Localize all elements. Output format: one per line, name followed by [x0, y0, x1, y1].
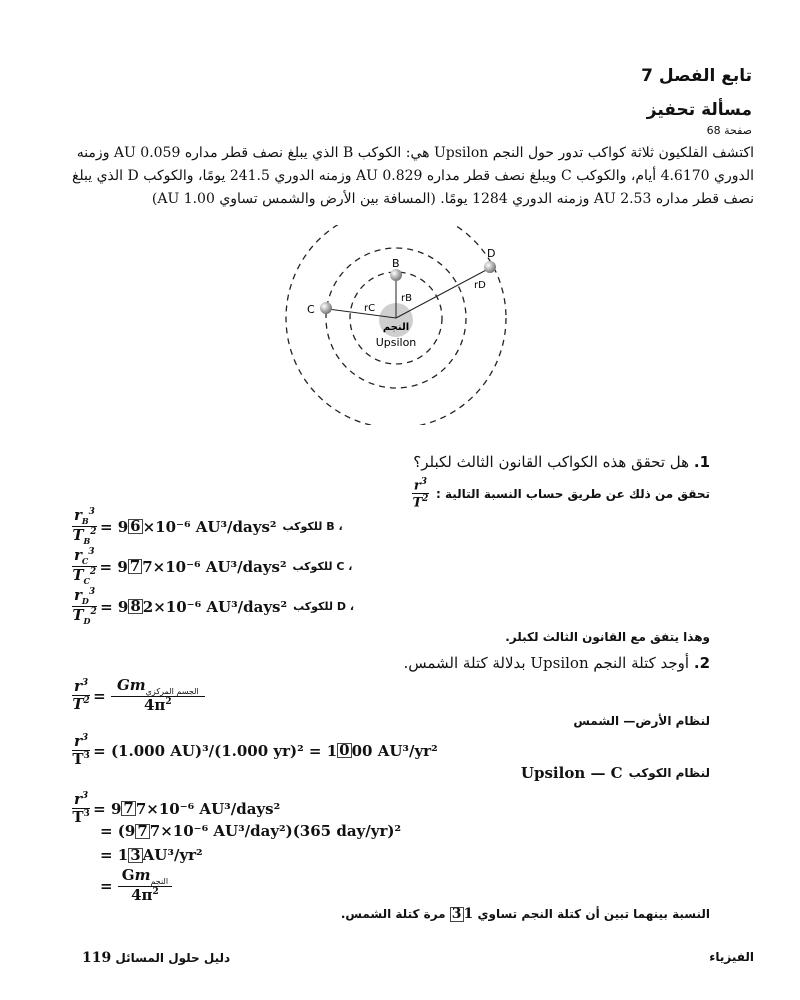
footer-left — [82, 950, 230, 966]
question-2-text: أوجد كتلة النجم Upsilon بدلالة كتلة الشمس. — [403, 654, 690, 672]
equation-kepler-general: $\frac{r^3}{T^2}$ = $\frac{Gm_{الجسم المركزي}}{4\pi^2}$ — [72, 678, 208, 713]
question-1-number: 1. — [693, 453, 710, 471]
planet-c — [320, 302, 332, 314]
footer-subject: الفيزياء — [709, 950, 754, 964]
orbit-diagram — [280, 225, 520, 425]
question-1 — [413, 453, 710, 471]
equation-earth-sun: $\frac{r^3}{T^3}$ = (1.000 AU)³/(1.000 yr)² = 1 0 00 AU³/yr² — [72, 732, 438, 768]
equation-c-line2: = (9 7 7×10⁻⁶ AU³/day²)(365 day/yr)² — [100, 821, 402, 840]
problem-statement: اكتشف الفلكيون ثلاثة كواكب تدور حول النجم Upsilon هي: الكوكب B الذي يبلغ نصف قطر مداره 0.059 AU وزمنه الدوري 4.6170 أيام، والكوكب C ويبلغ نصف قطر مداره 0.829 AU وزمنه الدوري 241.5 يومًا، والكوكب D الذي يبلغ نصف قطر مداره 2.53 AU وزمنه الدوري 1284 يومًا. (المسافة بين الأرض والشمس تساوي 1.00 AU) — [71, 145, 754, 207]
planet-b-label: للكوكب B ، — [282, 520, 343, 533]
equation-c-line1: $\frac{r^3}{T^3}$ = 9 7 7×10⁻⁶ AU³/days² — [72, 790, 281, 826]
label-d: D — [487, 247, 496, 260]
star-name: Upsilon — [375, 336, 417, 349]
problem-title: مسألة تحفيز — [646, 100, 752, 120]
star-label-ar: النجم — [382, 322, 410, 333]
label-b: B — [392, 257, 400, 270]
planet-c-label: للكوكب C ، — [292, 560, 353, 573]
equation-c-line4: = $\frac{Gm_{النجم}}{4\pi^2}$ — [100, 868, 175, 903]
question-2-conclusion: النسبة بينهما تبين أن كتلة النجم تساوي 13 مرة كتلة الشمس. — [340, 906, 710, 922]
ratio-fraction: $\frac{r^3}{T^2}$ — [412, 477, 429, 511]
c-system-en: Upsilon — C — [520, 764, 623, 782]
chapter-heading: تابع الفصل 7 — [641, 66, 752, 86]
question-2 — [403, 654, 710, 672]
question-1-instruction: تحقق من ذلك عن طريق حساب النسبة التالية : — [435, 486, 710, 501]
question-2-number: 2. — [693, 654, 710, 672]
footer-page-number: 119 — [82, 950, 112, 966]
planet-b — [390, 269, 402, 281]
planet-d — [484, 261, 496, 273]
label-rd: rD — [474, 280, 486, 291]
label-rb: rB — [401, 293, 412, 304]
equation-planet-d: $\frac{r_D^3}{T_D^2}$ = 9 8 2 ×10⁻⁶ AU³/days² للكوكب D ، — [72, 586, 355, 626]
label-c: C — [307, 303, 315, 316]
c-system-label: لنظام الكوكب — [628, 766, 710, 780]
planet-d-label: للكوكب D ، — [293, 600, 355, 613]
footer-book-title: دليل حلول المسائل — [115, 951, 231, 965]
page-reference: صفحة 68 — [706, 124, 752, 137]
c-system-label-row — [521, 764, 710, 782]
orbits-svg — [280, 225, 520, 425]
question-1-instruction-row — [412, 478, 710, 510]
question-1-text: هل تحقق هذه الكواكب القانون الثالث لكبلر؟ — [413, 453, 690, 471]
equation-planet-c: $\frac{r_C^3}{T_C^2}$ = 9 7 7 ×10⁻⁶ AU³/days² للكوكب C ، — [72, 546, 353, 586]
question-1-conclusion: وهذا يتفق مع القانون الثالث لكبلر. — [505, 630, 710, 644]
equation-planet-b: $\frac{r_B^3}{T_B^2}$ = 9 6 ×10⁻⁶ AU³/days² للكوكب B ، — [72, 506, 343, 546]
earth-sun-label: لنظام الأرض— الشمس — [573, 714, 710, 728]
label-rc: rC — [364, 303, 376, 314]
equation-c-line3: = 1 3 AU³/yr² — [100, 845, 203, 864]
